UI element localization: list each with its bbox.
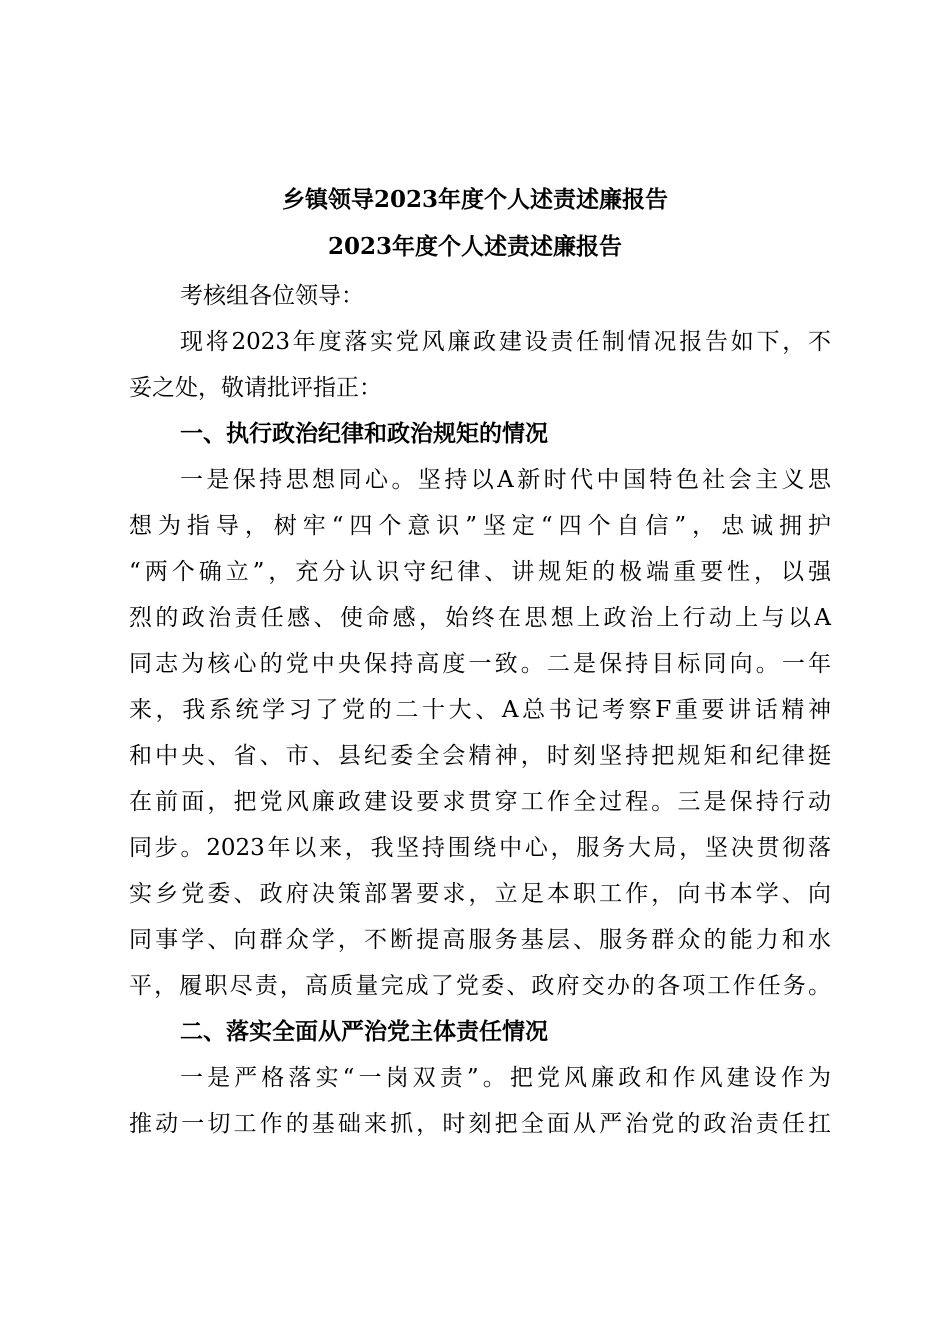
- body-line: 一是保持思想同心。坚持以A新时代中国特色社会主义思: [180, 467, 831, 493]
- section-heading: 一、执行政治纪律和政治规矩的情况: [180, 421, 548, 447]
- salutation: 考核组各位领导：: [180, 283, 364, 309]
- body-line: 同事学、向群众学，不断提高服务基层、服务群众的能力和水: [129, 927, 831, 953]
- body-line: 和中央、省、市、县纪委全会精神，时刻坚持把规矩和纪律挺: [129, 743, 831, 769]
- body-line: 想为指导，树牢“四个意识”坚定“四个自信”，忠诚拥护: [129, 513, 831, 539]
- body-line: 平，履职尽责，高质量完成了党委、政府交办的各项工作任务。: [129, 973, 831, 999]
- body-line: “两个确立”，充分认识守纪律、讲规矩的极端重要性，以强: [129, 559, 831, 585]
- document-title: 乡镇领导2023年度个人述责述廉报告: [281, 186, 668, 213]
- section-heading: 二、落实全面从严治党主体责任情况: [180, 1019, 548, 1045]
- intro-line: 现将2023年度落实党风廉政建设责任制情况报告如下，不: [180, 329, 831, 355]
- body-line: 推动一切工作的基础来抓，时刻把全面从严治党的政治责任扛: [129, 1111, 831, 1137]
- body-line: 同步。2023年以来，我坚持围绕中心，服务大局，坚决贯彻落: [129, 835, 831, 861]
- body-line: 一是严格落实“一岗双责”。把党风廉政和作风建设作为: [180, 1065, 831, 1091]
- body-line: 实乡党委、政府决策部署要求，立足本职工作，向书本学、向: [129, 881, 831, 907]
- intro-line: 妥之处，敬请批评指正：: [129, 375, 382, 401]
- body-line: 在前面，把党风廉政建设要求贯穿工作全过程。三是保持行动: [129, 789, 831, 815]
- body-line: 来，我系统学习了党的二十大、A总书记考察F重要讲话精神: [129, 697, 831, 723]
- document-subtitle: 2023年度个人述责述廉报告: [327, 233, 622, 260]
- body-line: 烈的政治责任感、使命感，始终在思想上政治上行动上与以A: [129, 605, 831, 631]
- body-line: 同志为核心的党中央保持高度一致。二是保持目标同向。一年: [129, 651, 831, 677]
